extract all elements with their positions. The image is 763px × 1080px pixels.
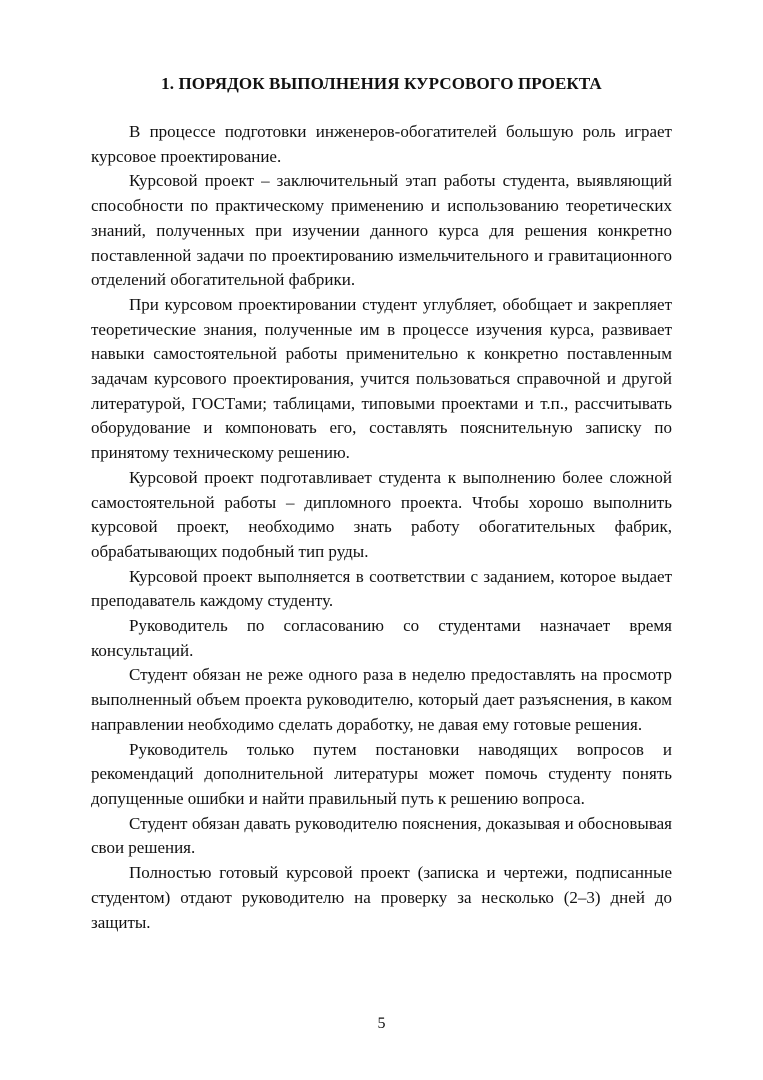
document-page [91, 70, 672, 935]
paragraph: Руководитель по согласованию со студентами назначает время консультаций. [91, 616, 672, 660]
paragraph: Руководитель только путем постановки наводящих вопросов и рекомендаций дополнительной литературы может помочь студенту понять допущенные ошибки и найти правильный путь к решению вопроса. [91, 739, 672, 808]
paragraph: Полностью готовый курсовой проект (записка и чертежи, подписанные студентом) отдают руководителю на проверку за несколько (2–3) дней до защиты. [91, 863, 672, 932]
paragraph: Курсовой проект – заключительный этап работы студента, выявляющий способности по практическому применению и использованию теоретических знаний, полученных при изучении данного курса для решения конкретно поставленной задачи по проектированию измельчительного и гравитационного отделений обогатительной фабрики. [91, 171, 672, 290]
paragraph: Студент обязан давать руководителю пояснения, доказывая и обосновывая свои решения. [91, 813, 672, 858]
paragraph: Курсовой проект выполняется в соответствии с заданием, которое выдает преподаватель каждому студенту. [91, 566, 672, 611]
page-number: 5 [377, 1015, 386, 1032]
paragraph: В процессе подготовки инженеров-обогатителей большую роль играет курсовое проектирование. [91, 122, 672, 166]
paragraph: При курсовом проектировании студент углубляет, обобщает и закрепляет теоретические знания, полученные им в процессе изучения курса, развивает навыки самостоятельной работы применительно к конкретно поставленным задачам курсового проектирования, учится пользоваться справочной и другой литературой, ГОСТами; таблицами, типовыми проектами и т.п., рассчитывать оборудование и компоновать его, составлять пояснительную записку по принятому техническому решению. [91, 294, 672, 463]
paragraph: Курсовой проект подготавливает студента к выполнению более сложной самостоятельной работы – дипломного проекта. Чтобы хорошо выполнить курсовой проект, необходимо знать работу обогатительных фабрик, обрабатывающих подобный тип руды. [91, 467, 672, 561]
paragraph: Студент обязан не реже одного раза в неделю предоставлять на просмотр выполненный объем проекта руководителю, который дает разъяснения, в каком направлении необходимо сделать доработку, не давая ему готовые решения. [91, 665, 672, 734]
section-title: 1. ПОРЯДОК ВЫПОЛНЕНИЯ КУРСОВОГО ПРОЕКТА [161, 74, 602, 93]
